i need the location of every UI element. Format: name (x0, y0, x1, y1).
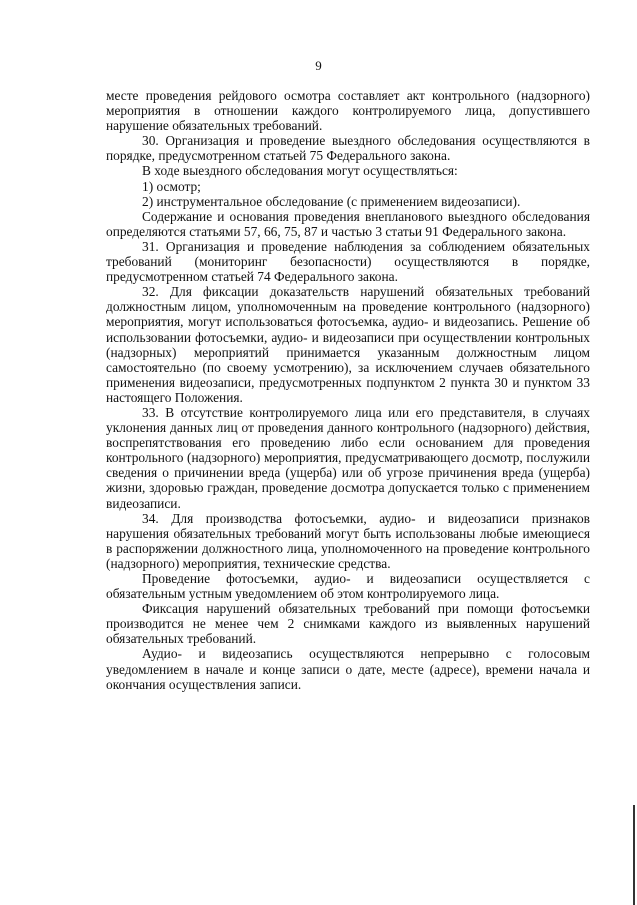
paragraph-item-32: 32. Для фиксации доказательств нарушений обязательных требований должностным лицом, уполномоченным на проведение контрольного (надзорного) мероприятия, могут использоваться фотосъемка, аудио- и видеозапись. Решение об использовании фотосъемки, аудио- и видеозаписи при осуществлении контрольных (надзорных) мероприятий принимается указанным должностным лицом самостоятельно (по своему усмотрению), за исключением случаев обязательного применения видеозаписи, предусмотренных подпунктом 2 пункта 30 и пунктом 33 настоящего Положения. (106, 284, 590, 405)
paragraph-survey-intro: В ходе выездного обследования могут осуществляться: (142, 163, 458, 179)
paragraph-item-31: 31. Организация и проведение наблюдения за соблюдением обязательных требований (мониторинг безопасности) осуществляются в порядке, предусмотренном статьей 74 Федерального закона. (106, 238, 590, 285)
document-body (106, 88, 590, 692)
list-item-instrumental-survey: 2) инструментальное обследование (с применением видеозаписи). (142, 193, 521, 209)
paragraph-photo-fixation: Фиксация нарушений обязательных требований при помощи фотосъемки производится не менее чем 2 снимками каждого из выявленных нарушений обязательных требований. (106, 601, 590, 647)
paragraph-notification: Проведение фотосъемки, аудио- и видеозаписи осуществляется с обязательным устным уведомлением об этом контролируемого лица. (106, 571, 590, 602)
list-item-inspection: 1) осмотр; (142, 178, 201, 194)
page-number: 9 (315, 58, 322, 73)
paragraph-item-34: 34. Для производства фотосъемки, аудио- и видеозаписи признаков нарушения обязательных требований могут быть использованы любые имеющиеся в распоряжении должностного лица, уполномоченного на проведение контрольного (надзорного) мероприятия, технические средства. (106, 510, 590, 571)
paragraph-item-33: 33. В отсутствие контролируемого лица или его представителя, в случаях уклонения данных лиц от проведения данного контрольного (надзорного) действия, воспрепятствования его проведению либо если основанием для проведения контрольного (надзорного) мероприятия, предусматривающего досмотр, послужили сведения о причинении вреда (ущерба) или об угрозе причинения вреда (ущерба) жизни, здоровью граждан, проведение досмотра допускается только с применением видеозаписи. (106, 404, 590, 511)
paragraph-continuous-recording: Аудио- и видеозапись осуществляются непрерывно с голосовым уведомлением в начале и конце записи о дате, месте (адресе), времени начала и окончания осуществления записи. (106, 646, 590, 692)
scan-edge-line (633, 805, 635, 905)
paragraph-unscheduled-survey: Содержание и основания проведения внепланового выездного обследования определяются статьями 57, 66, 75, 87 и частью 3 статьи 91 Федерального закона. (106, 208, 590, 239)
paragraph-item-30: 30. Организация и проведение выездного обследования осуществляются в порядке, предусмотренном статьей 75 Федерального закона. (106, 133, 590, 164)
paragraph-continuation: месте проведения рейдового осмотра составляет акт контрольного (надзорного) мероприятия в отношении каждого контролируемого лица, допустившего нарушение обязательных требований. (106, 88, 590, 134)
